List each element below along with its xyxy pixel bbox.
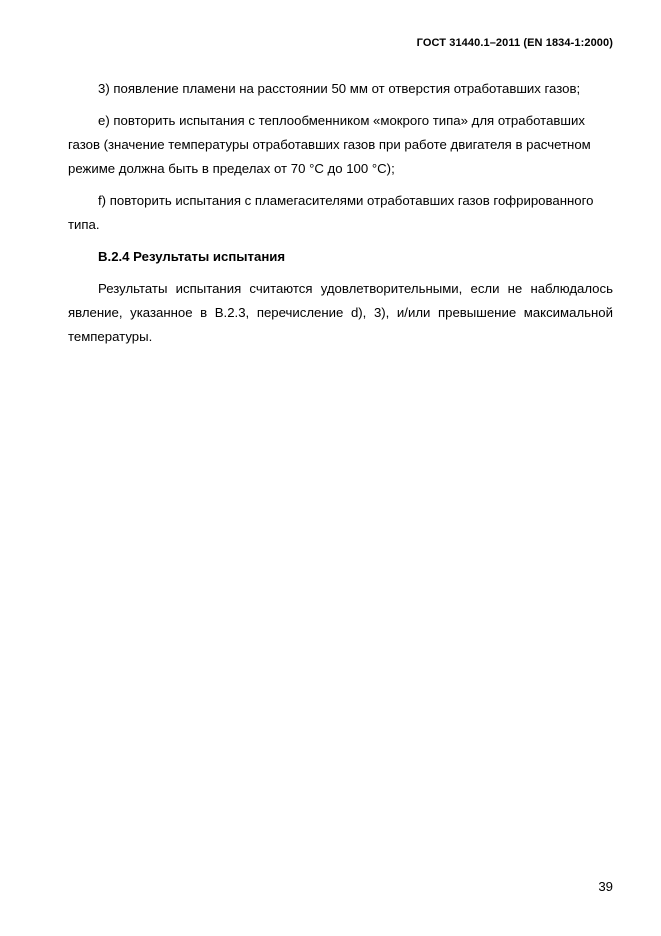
- document-header-standard: ГОСТ 31440.1–2011 (EN 1834-1:2000): [416, 37, 613, 49]
- section-heading: B.2.4 Результаты испытания: [98, 249, 286, 264]
- list-item-e: e) повторить испытания с теплообменником «мокрого типа» для отработавших газов (значение температуры отработавших газов при работе двигателя в расчетном режиме должна быть в пределах от 70 °С до 100 °С);: [68, 113, 591, 176]
- list-item-f: f) повторить испытания с пламегасителями отработавших газов гофрированного типа.: [68, 193, 594, 232]
- document-body: [68, 77, 613, 357]
- list-item-3: 3) появление пламени на расстоянии 50 мм от отверстия отработавших газов;: [98, 81, 581, 96]
- results-paragraph: Результаты испытания считаются удовлетворительными, если не наблюдалось явление, указанное в B.2.3, перечисление d), 3), и/или превышение максимальной температуры.: [68, 281, 613, 344]
- page-number: 39: [598, 879, 613, 894]
